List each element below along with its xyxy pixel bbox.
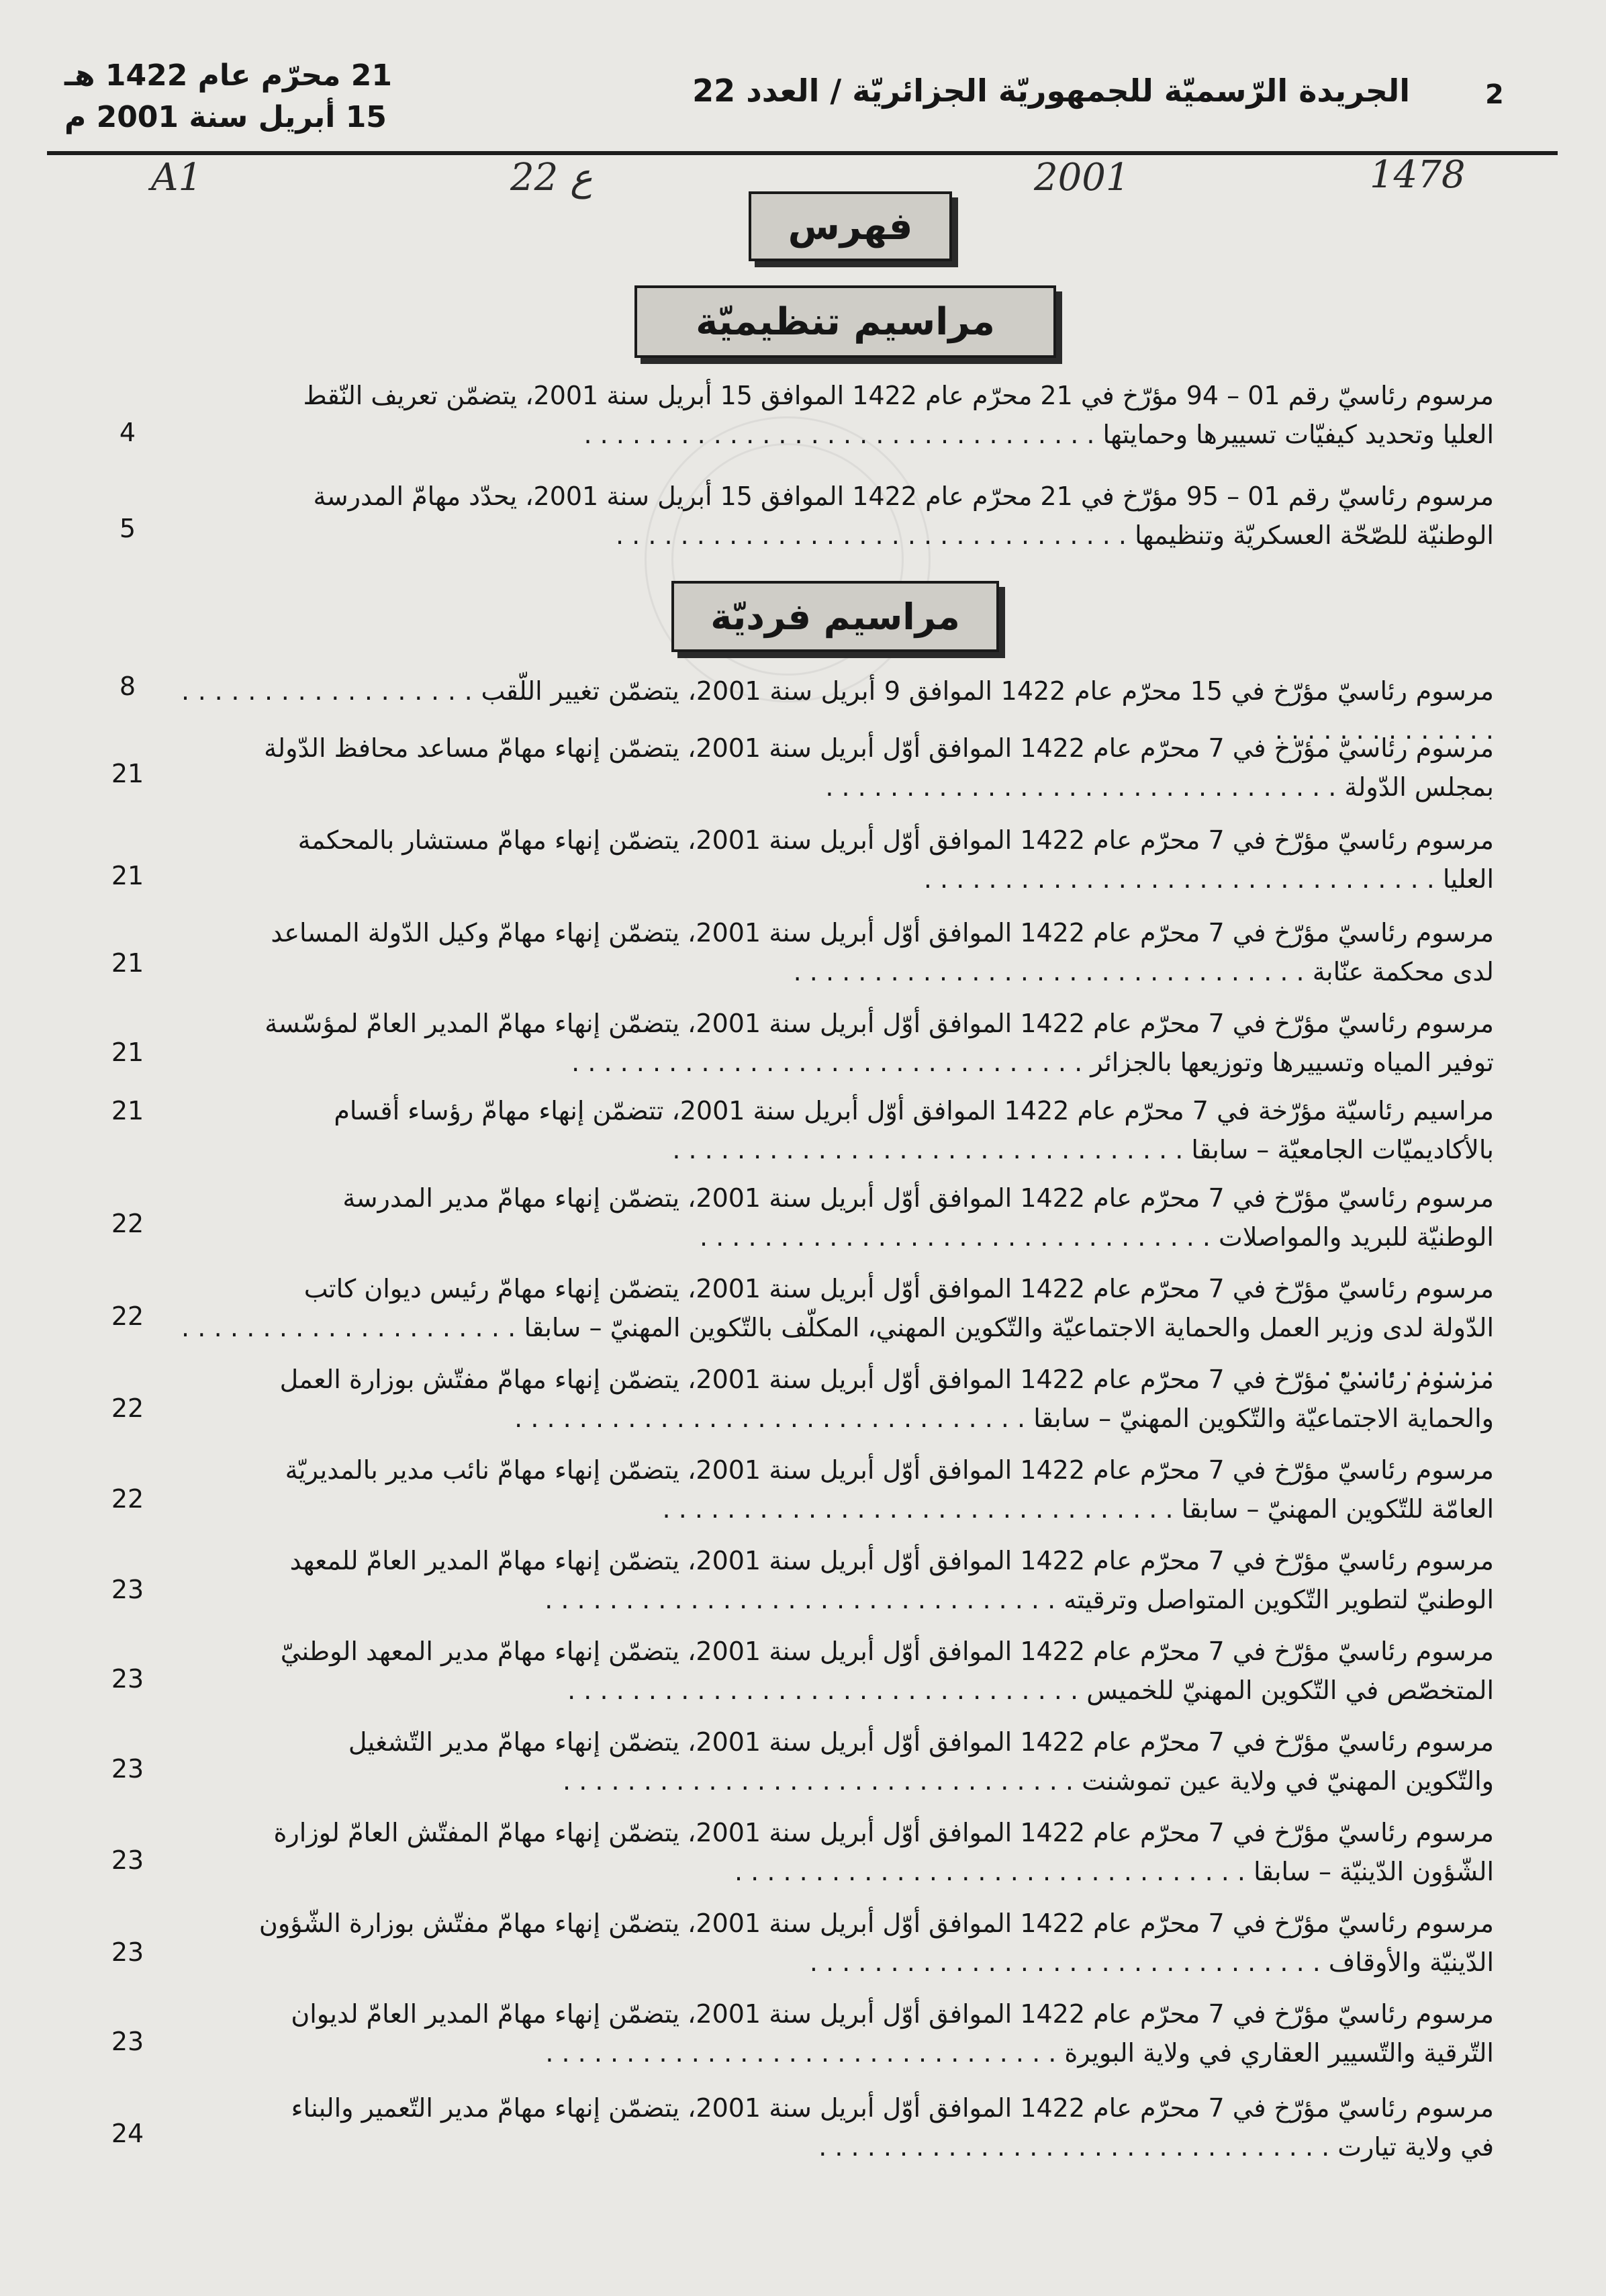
handwritten-issue: 22 ع bbox=[510, 156, 593, 199]
entry-text: مراسيم رئاسيّة مؤرّخة في 7 محرّم عام 1422 الموافق أوّل أبريل سنة 2001، تتضمّن إنهاء مهامّ رؤساء أقسام bbox=[334, 1096, 1494, 1126]
entry-text-cont: الوطنيّة للبريد والمواصلات . . . bbox=[181, 1218, 1494, 1256]
entry-text: مرسوم رئاسيّ مؤرّخ في 7 محرّم عام 1422 الموافق أوّل أبريل سنة 2001، يتضمّن إنهاء مهامّ مدير التّشغيل bbox=[348, 1727, 1494, 1757]
page-number: 2 bbox=[1485, 79, 1504, 110]
entry-text-cont: المتخصّص في التّكوين المهنيّ للخميس . . . bbox=[181, 1671, 1494, 1710]
toc-entry[interactable] bbox=[181, 477, 1494, 555]
entry-text: مرسوم رئاسيّ مؤرّخ في 7 محرّم عام 1422 الموافق أوّل أبريل سنة 2001، يتضمّن إنهاء مهامّ المدير العامّ لمؤسّسة bbox=[265, 1009, 1494, 1038]
entry-text-cont: توفير المياه وتسييرها وتوزيعها بالجزائر . . . bbox=[181, 1043, 1494, 1082]
toc-entry[interactable] bbox=[181, 1723, 1494, 1800]
handwritten-year: 2001 bbox=[1034, 156, 1130, 199]
entry-text: مرسوم رئاسيّ رقم 01 – 95 مؤرّخ في 21 محرّم عام 1422 الموافق 15 أبريل سنة 2001، يحدّد مهامّ المدرسة bbox=[313, 481, 1494, 511]
entry-page-number: 24 bbox=[111, 2119, 144, 2148]
entry-text: مرسوم رئاسيّ مؤرّخ في 7 محرّم عام 1422 الموافق أوّل أبريل سنة 2001، يتضمّن إنهاء مهامّ المدير العامّ للمعهد bbox=[289, 1546, 1494, 1575]
entry-page-number: 21 bbox=[111, 948, 144, 978]
entry-text-cont: والتّكوين المهنيّ في ولاية عين تموشنت . . . bbox=[181, 1761, 1494, 1800]
toc-entry[interactable] bbox=[181, 1179, 1494, 1256]
toc-entry[interactable] bbox=[181, 1813, 1494, 1891]
entry-page-number: 8 bbox=[119, 672, 136, 701]
entry-page-number: 23 bbox=[111, 1664, 144, 1694]
toc-entry[interactable] bbox=[181, 1004, 1494, 1082]
entry-text: مرسوم رئاسيّ مؤرّخ في 7 محرّم عام 1422 الموافق أوّل أبريل سنة 2001، يتضمّن إنهاء مهامّ مدير المعهد الوطنيّ bbox=[280, 1637, 1494, 1666]
entry-text-cont: الوطنيّة للصّحّة العسكريّة وتنظيمها . . . bbox=[181, 516, 1494, 555]
entry-text-cont: العامّة للتّكوين المهنيّ – سابقا . . . bbox=[181, 1489, 1494, 1528]
entry-text: مرسوم رئاسيّ مؤرّخ في 7 محرّم عام 1422 الموافق أوّل أبريل سنة 2001، يتضمّن إنهاء مهامّ مفتّش بوزارة الشّؤون bbox=[258, 1909, 1494, 1938]
entry-text-cont: بمجلس الدّولة . . . bbox=[181, 768, 1494, 807]
section-title-individual: مراسيم فرديّة bbox=[671, 581, 999, 652]
entry-text-cont: الوطنيّ لتطوير التّكوين المتواصل وترقيته . . . bbox=[181, 1580, 1494, 1619]
entry-text: مرسوم رئاسيّ مؤرّخ في 7 محرّم عام 1422 الموافق أوّل أبريل سنة 2001، يتضمّن إنهاء مهامّ مستشار بالمحكمة bbox=[297, 825, 1494, 855]
entry-page-number: 21 bbox=[111, 861, 144, 890]
entry-page-number: 22 bbox=[111, 1209, 144, 1238]
entry-text-cont: الدّولة لدى وزير العمل والحماية الاجتماعيّة والتّكوين المهني، المكلّف بالتّكوين المهنيّ – سابقا . . . bbox=[181, 1308, 1494, 1386]
entry-page-number: 5 bbox=[119, 514, 136, 543]
entry-page-number: 4 bbox=[119, 418, 136, 447]
toc-entry[interactable] bbox=[181, 1541, 1494, 1619]
handwritten-code: A1 bbox=[151, 156, 203, 199]
toc-entry[interactable] bbox=[181, 1360, 1494, 1438]
toc-entry[interactable] bbox=[181, 1451, 1494, 1528]
entry-text-cont: العليا . . . bbox=[181, 860, 1494, 899]
entry-page-number: 21 bbox=[111, 1038, 144, 1067]
entry-text: مرسوم رئاسيّ مؤرّخ في 7 محرّم عام 1422 الموافق أوّل أبريل سنة 2001، يتضمّن إنهاء مهامّ مدير التّعمير والبناء bbox=[291, 2093, 1494, 2123]
entry-text-cont: في ولاية تيارت . . . bbox=[181, 2127, 1494, 2166]
toc-entry[interactable] bbox=[181, 1904, 1494, 1982]
entry-page-number: 23 bbox=[111, 1937, 144, 1967]
handwritten-number: 1478 bbox=[1370, 153, 1466, 197]
toc-entry[interactable] bbox=[181, 821, 1494, 899]
entry-text-cont: العليا وتحديد كيفيّات تسييرها وحمايتها . . . bbox=[181, 415, 1494, 454]
entry-text: مرسوم رئاسيّ رقم 01 – 94 مؤرّخ في 21 محرّم عام 1422 الموافق 15 أبريل سنة 2001، يتضمّن تعريف النّقط bbox=[303, 381, 1494, 410]
gregorian-date: 15 أبريل سنة 2001 م bbox=[64, 100, 387, 134]
entry-page-number: 23 bbox=[111, 1845, 144, 1875]
toc-title: فهرس bbox=[749, 191, 952, 261]
entry-text-cont: الشّؤون الدّينيّة – سابقا . . . bbox=[181, 1852, 1494, 1891]
entry-page-number: 21 bbox=[111, 759, 144, 788]
entry-page-number: 22 bbox=[111, 1484, 144, 1514]
hijri-date: 21 محرّم عام 1422 هـ bbox=[64, 58, 392, 93]
entry-text: مرسوم رئاسيّ مؤرّخ في 7 محرّم عام 1422 الموافق أوّل أبريل سنة 2001، يتضمّن إنهاء مهامّ مدير المدرسة bbox=[342, 1183, 1494, 1213]
journal-title: الجريدة الرّسميّة للجمهوريّة الجزائريّة / العدد 22 bbox=[692, 73, 1410, 109]
issue-dates bbox=[64, 55, 414, 138]
entry-text: مرسوم رئاسيّ مؤرّخ في 7 محرّم عام 1422 الموافق أوّل أبريل سنة 2001، يتضمّن إنهاء مهامّ المفتّش العامّ لوزارة bbox=[273, 1818, 1494, 1847]
toc-entry[interactable] bbox=[181, 729, 1494, 807]
header-rule bbox=[47, 151, 1558, 155]
toc-entry[interactable] bbox=[181, 913, 1494, 991]
entry-text-cont: والحماية الاجتماعيّة والتّكوين المهنيّ – سابقا . . . bbox=[181, 1399, 1494, 1438]
entry-page-number: 23 bbox=[111, 2027, 144, 2056]
toc-entry[interactable] bbox=[181, 1994, 1494, 2072]
section-title-regulatory: مراسيم تنظيميّة bbox=[634, 285, 1056, 358]
entry-text-cont: الدّينيّة والأوقاف . . . bbox=[181, 1943, 1494, 1982]
entry-text: مرسوم رئاسيّ مؤرّخ في 7 محرّم عام 1422 الموافق أوّل أبريل سنة 2001، يتضمّن إنهاء مهامّ وكيل الدّولة المساعد bbox=[271, 918, 1494, 948]
entry-page-number: 21 bbox=[111, 1096, 144, 1126]
entry-text-cont: لدى محكمة عنّابة . . . bbox=[181, 952, 1494, 991]
entry-text: مرسوم رئاسيّ مؤرّخ في 7 محرّم عام 1422 الموافق أوّل أبريل سنة 2001، يتضمّن إنهاء مهامّ نائب مدير بالمديريّة bbox=[285, 1455, 1494, 1485]
entry-text-cont: التّرقية والتّسيير العقاري في ولاية البويرة . . . bbox=[181, 2033, 1494, 2072]
toc-entry[interactable] bbox=[181, 376, 1494, 454]
toc-entry[interactable] bbox=[181, 2088, 1494, 2166]
entry-text: مرسوم رئاسيّ مؤرّخ في 7 محرّم عام 1422 الموافق أوّل أبريل سنة 2001، يتضمّن إنهاء مهامّ مساعد محافظ الدّولة bbox=[264, 733, 1494, 763]
entry-page-number: 23 bbox=[111, 1754, 144, 1784]
entry-text: مرسوم رئاسيّ مؤرّخ في 7 محرّم عام 1422 الموافق أوّل أبريل سنة 2001، يتضمّن إنهاء مهامّ رئيس ديوان كاتب bbox=[303, 1274, 1494, 1303]
toc-entry[interactable] bbox=[181, 1091, 1494, 1169]
entry-page-number: 23 bbox=[111, 1575, 144, 1604]
toc-entry[interactable] bbox=[181, 1632, 1494, 1710]
entry-text-cont: بالأكاديميّات الجامعيّة – سابقا . . . bbox=[181, 1130, 1494, 1169]
entry-text: مرسوم رئاسيّ مؤرّخ في 7 محرّم عام 1422 الموافق أوّل أبريل سنة 2001، يتضمّن إنهاء مهامّ المدير العامّ لديوان bbox=[291, 1999, 1494, 2029]
entry-page-number: 22 bbox=[111, 1393, 144, 1423]
entry-text: مرسوم رئاسيّ مؤرّخ في 7 محرّم عام 1422 الموافق أوّل أبريل سنة 2001، يتضمّن إنهاء مهامّ مفتّش بوزارة العمل bbox=[279, 1365, 1494, 1394]
entry-text: مرسوم رئاسيّ مؤرّخ في 15 محرّم عام 1422 الموافق 9 أبريل سنة 2001، يتضمّن تغيير اللّقب . . . bbox=[181, 672, 1494, 749]
entry-page-number: 22 bbox=[111, 1301, 144, 1331]
